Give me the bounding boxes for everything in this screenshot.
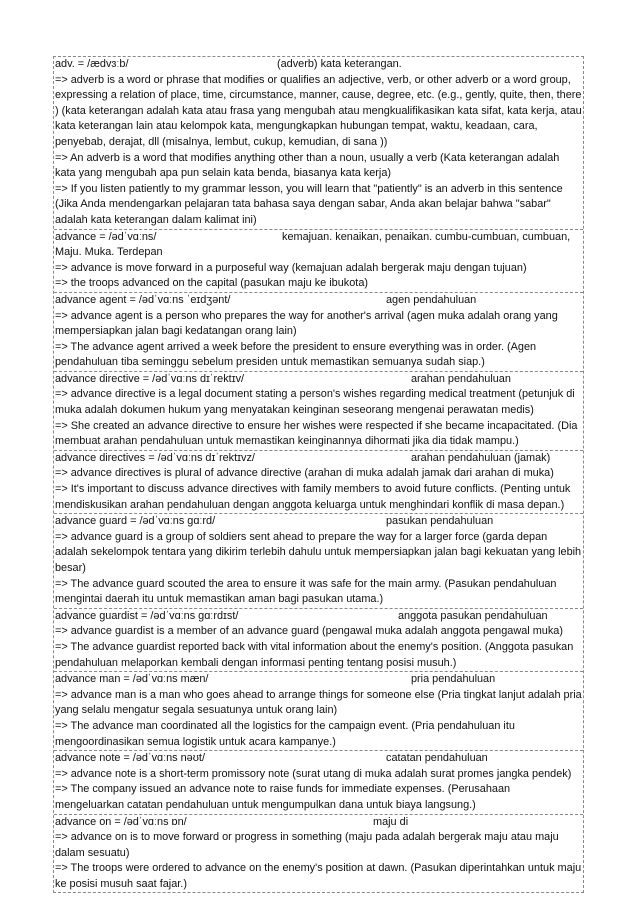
entry-headword: adv. = /ædvɜːb/ [55, 58, 129, 70]
entry-line: => It's important to discuss advance directives with family members to avoid future conflicts. (Penting untuk mendiskusikan arahan pendahuluan dengan anggota keluarga untuk menghindari konflik di masa depan.) [55, 483, 571, 511]
entry-line: => advance note is a short-term promissory note (surat utang di muka adalah surat promes jangka pendek) [55, 767, 572, 780]
entry-line: => advance man is a man who goes ahead to arrange things for someone else (Pria tingkat lanjut adalah pria yang selalu mengatur segala sesuatunya untuk orang lain) [55, 688, 582, 717]
entry-translation: pria pendahuluan [411, 673, 496, 686]
entry-line: => The advance guardist reported back with vital information about the enemy's position. (Anggota pasukan pendahuluan melaporkan kembali dengan informasi penting tentang posisi musuh.) [55, 640, 574, 669]
entry-translation: arahan pendahuluan (jamak) [411, 451, 551, 464]
entry-headword: advance directives = /ədˈvɑːns dɪˈrektɪvz/ [55, 451, 255, 464]
entry-line: => advance guardist is a member of an advance guard (pengawal muka adalah anggota pengawal muka) [55, 625, 563, 638]
entry-line: => advance directive is a legal document stating a person's wishes regarding medical treatment (petunjuk di muka adalah dokumen hukum yang menyatakan keinginan seseorang mengenai perawatan medis) [55, 388, 575, 417]
entry-headword: advance directive = /ədˈvɑːns dɪˈrektɪv/ [55, 372, 245, 385]
dictionary-entry [54, 609, 583, 672]
entry-line: => advance is move forward in a purposeful way (kemajuan adalah bergerak maju dengan tujuan) [55, 261, 527, 274]
entry-headword-row [55, 293, 582, 309]
entry-headword: advance guard = /ədˈvɑːns ɡɑːrd/ [55, 515, 216, 528]
entry-line: => The advance guard scouted the area to ensure it was safe for the main army. (Pasukan pendahuluan mengintai daerah itu untuk memastikan aman bagi pasukan utama.) [55, 577, 557, 606]
entry-line: => advance agent is a person who prepares the way for another's arrival (agen muka adalah orang yang mempersiapkan jalan bagi kedatangan orang lain) [55, 309, 558, 338]
entry-translation: catatan pendahuluan [386, 752, 488, 765]
entry-translation: (adverb) kata keterangan. [277, 58, 402, 70]
entry-headword-row [55, 751, 582, 767]
entry-translation: arahan pendahuluan [411, 372, 511, 385]
entry-headword: advance man = /ədˈvɑːns mæn/ [55, 673, 209, 686]
entry-headword: advance agent = /ədˈvɑːns ˈeɪdʒənt/ [55, 293, 231, 306]
dictionary-entry [54, 230, 583, 293]
dictionary-entry [54, 751, 583, 814]
dictionary-entry [54, 672, 583, 751]
dictionary-entry [54, 293, 583, 372]
entry-translation: anggota pasukan pendahuluan [398, 609, 548, 622]
entry-line: => The company issued an advance note to raise funds for immediate expenses. (Perusahaan mengeluarkan catatan pendahuluan untuk mengumpulkan dana untuk biaya langsung.) [55, 783, 511, 811]
dictionary-entry [54, 451, 583, 514]
entry-headword: advance = /ədˈvɑːns/ [55, 230, 157, 243]
entry-headword-row [55, 451, 582, 467]
entry-headword-row [55, 815, 582, 831]
entry-line: => If you listen patiently to my grammar lesson, you will learn that "patiently" is an adverb in this sentence (Jika Anda mendengarkan pelajaran tata bahasa saya dengan sabar, Anda akan belajar bahwa "sabar" adalah kata keterangan dalam kalimat ini) [55, 182, 563, 226]
entry-headword: advance on = /ədˈvɑːns ɒn/ [55, 815, 187, 828]
entry-headword: advance guardist = /ədˈvɑːns ɡɑːrdɪst/ [55, 609, 239, 622]
entry-line: => An adverb is a word that modifies anything other than a noun, usually a verb (Kata keterangan adalah kata yang mengubah apa pun selain kata benda, biasanya kata kerja) [55, 151, 560, 180]
entry-line: => The advance agent arrived a week before the president to ensure everything was in order. (Agen pendahuluan tiba seminggu sebelum presiden untuk memastikan semuanya sudah siap.) [55, 340, 537, 369]
entry-translation: pasukan pendahuluan [386, 515, 494, 528]
entry-translation: kemajuan. kenaikan, penaikan. cumbu-cumbuan, cumbuan, Maju. Muka. Terdepan [55, 230, 571, 259]
dictionary-sheet [53, 56, 584, 893]
entry-line: => advance guard is a group of soldiers sent ahead to prepare the way for a larger force (garda depan adalah sekelompok tentara yang dikirim terlebih dahulu untuk mempersiapkan jalan bagi kekuatan yang lebih besar) [55, 530, 582, 574]
entry-line: => She created an advance directive to ensure her wishes were respected if she became incapacitated. (Dia membuat arahan pendahuluan untuk memastikan keinginannya dihormati jika dia tidak mampu.) [55, 419, 578, 448]
entry-line: => adverb is a word or phrase that modifies or qualifies an adjective, verb, or other adverb or a word group, expressing a relation of place, time, circumstance, manner, cause, degree, etc. (e.g., gently, quite, then, there ) (kata keterangan adalah kata atau frasa yang mengubah atau mengkualifikasikan kata sifat, kata kerja, atau kata keterangan lain atau kelompok kata, mengungkapkan hubungan tempat, waktu, keadaan, cara, penyebab, derajat, dll (misalnya, lembut, cukup, kemudian, di sana )) [55, 73, 582, 148]
entry-line: => The advance man coordinated all the logistics for the campaign event. (Pria pendahuluan itu mengoordinasikan semua logistik untuk acara kampanye.) [55, 719, 515, 748]
entry-headword-row [55, 672, 582, 688]
dictionary-entry [54, 57, 583, 230]
dictionary-entry [54, 372, 583, 451]
dictionary-entry [54, 514, 583, 609]
entry-headword-row [55, 57, 582, 73]
entry-headword-row [55, 609, 582, 625]
entry-line: => advance on is to move forward or progress in something (maju pada adalah bergerak maju atau maju dalam sesuatu) [55, 831, 559, 859]
entry-headword-row [55, 230, 582, 261]
entry-headword-row [55, 372, 582, 388]
entry-headword: advance note = /ədˈvɑːns nəʊt/ [55, 752, 205, 765]
entry-line: => the troops advanced on the capital (pasukan maju ke ibukota) [55, 277, 369, 290]
dictionary-entry [54, 815, 583, 893]
entry-line: => advance directives is plural of advance directive (arahan di muka adalah jamak dari arahan di muka) [55, 467, 554, 480]
entry-translation: agen pendahuluan [386, 293, 477, 306]
entry-line: => The troops were ordered to advance on the enemy's position at dawn. (Pasukan diperintahkan untuk maju ke posisi musuh saat fajar.) [55, 862, 582, 890]
entry-translation: maju di [373, 815, 409, 828]
entry-headword-row [55, 514, 582, 530]
